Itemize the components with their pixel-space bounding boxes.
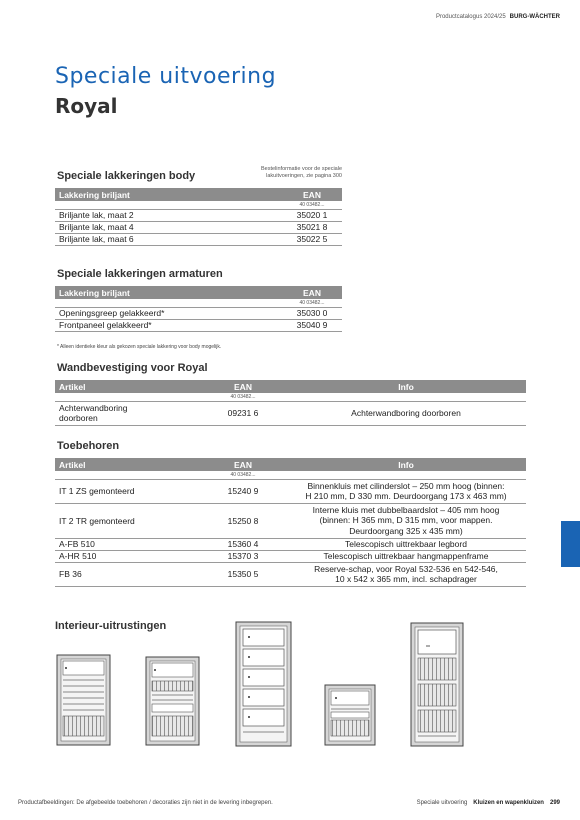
brand-name: BURG-WÄCHTER <box>509 14 560 20</box>
col-header-info: Info <box>286 458 526 471</box>
chapter-tab-marker <box>561 521 580 567</box>
page-subtitle: Royal <box>55 94 118 118</box>
safe-illustration <box>325 685 375 745</box>
catalog-name: Productcatalogus 2024/25 <box>435 14 506 20</box>
table-row: Briljante lak, maat 6 35022 5 <box>55 233 342 245</box>
table-row: Briljante lak, maat 4 35021 8 <box>55 221 342 233</box>
col-header-ean: EAN <box>282 286 342 299</box>
body-section-heading: Speciale lakkeringen body <box>57 170 196 182</box>
col-header-article: Artikel <box>55 458 200 471</box>
table-row: FB 36 15350 5 Reserve-schap, voor Royal 532-536 en 542-546, 10 x 542 x 365 mm, incl. schapdrager <box>55 562 526 586</box>
table-row: Frontpaneel gelakkeerd* 35040 9 <box>55 319 342 331</box>
ean-prefix: 40 03482... <box>200 393 286 401</box>
safe-illustration <box>57 655 110 745</box>
ean-prefix: 40 03482... <box>282 299 342 307</box>
accessories-section-heading: Toebehoren <box>57 440 120 452</box>
safe-illustration <box>411 623 463 746</box>
page-header <box>436 14 560 20</box>
order-info-note: Bestelinformatie voor de speciale lakuitvoeringen, zie pagina 300 <box>260 166 342 180</box>
col-header-ean: EAN <box>200 380 286 393</box>
footer-chapter: Kluizen en wapenkluizen <box>473 800 544 806</box>
col-header-ean: EAN <box>200 458 286 471</box>
table-row: Briljante lak, maat 2 35020 1 <box>55 209 342 221</box>
table-row: A-FB 510 15360 4 Telescopisch uittrekbaar legbord <box>55 538 526 550</box>
page-number: 299 <box>549 800 560 806</box>
table-row: A-HR 510 15370 3 Telescopisch uittrekbaar hangmappenframe <box>55 550 526 562</box>
col-header-name: Lakkering briljant <box>55 188 282 201</box>
fittings-section-heading: Speciale lakkeringen armaturen <box>57 268 223 280</box>
table-row: Achterwandboring doorboren 09231 6 Achterwandboring doorboren <box>55 401 526 425</box>
ean-prefix: 40 03482... <box>282 201 342 209</box>
footer-disclaimer: Productafbeeldingen: De afgebeelde toebehoren / decoraties zijn niet in de levering inbegrepen. <box>18 800 273 806</box>
safe-illustration <box>146 657 199 745</box>
wall-section-heading: Wandbevestiging voor Royal <box>57 362 208 374</box>
col-header-ean: EAN <box>282 188 342 201</box>
body-lacquer-table <box>55 188 342 246</box>
ean-prefix: 40 03482... <box>200 471 286 479</box>
footnote: * Alleen identieke kleur als gekozen speciale lakkering voor body mogelijk. <box>57 344 222 350</box>
table-row: IT 1 ZS gemonteerd 15240 9 Binnenkluis met cilinderslot – 250 mm hoog (binnen: H 210 mm, D 330 mm. Deurdoorgang 173 x 463 mm) <box>55 479 526 503</box>
accessories-table <box>55 458 526 587</box>
interior-section-heading: Interieur-uitrustingen <box>55 620 167 632</box>
fittings-lacquer-table <box>55 286 342 332</box>
table-row: IT 2 TR gemonteerd 15250 8 Interne kluis met dubbelbaardslot – 405 mm hoog (binnen: H 365 mm, D 315 mm, voor mappen. Deurdoorgang 325 x 435 mm) <box>55 503 526 538</box>
table-row: Openingsgreep gelakkeerd* 35030 0 <box>55 307 342 319</box>
wall-mounting-table <box>55 380 526 426</box>
col-header-name: Lakkering briljant <box>55 286 282 299</box>
page-title: Speciale uitvoering <box>55 64 277 89</box>
footer-nav <box>417 800 560 806</box>
safe-illustration <box>236 622 291 746</box>
col-header-article: Artikel <box>55 380 200 393</box>
col-header-info: Info <box>286 380 526 393</box>
footer-section: Speciale uitvoering <box>416 800 468 806</box>
